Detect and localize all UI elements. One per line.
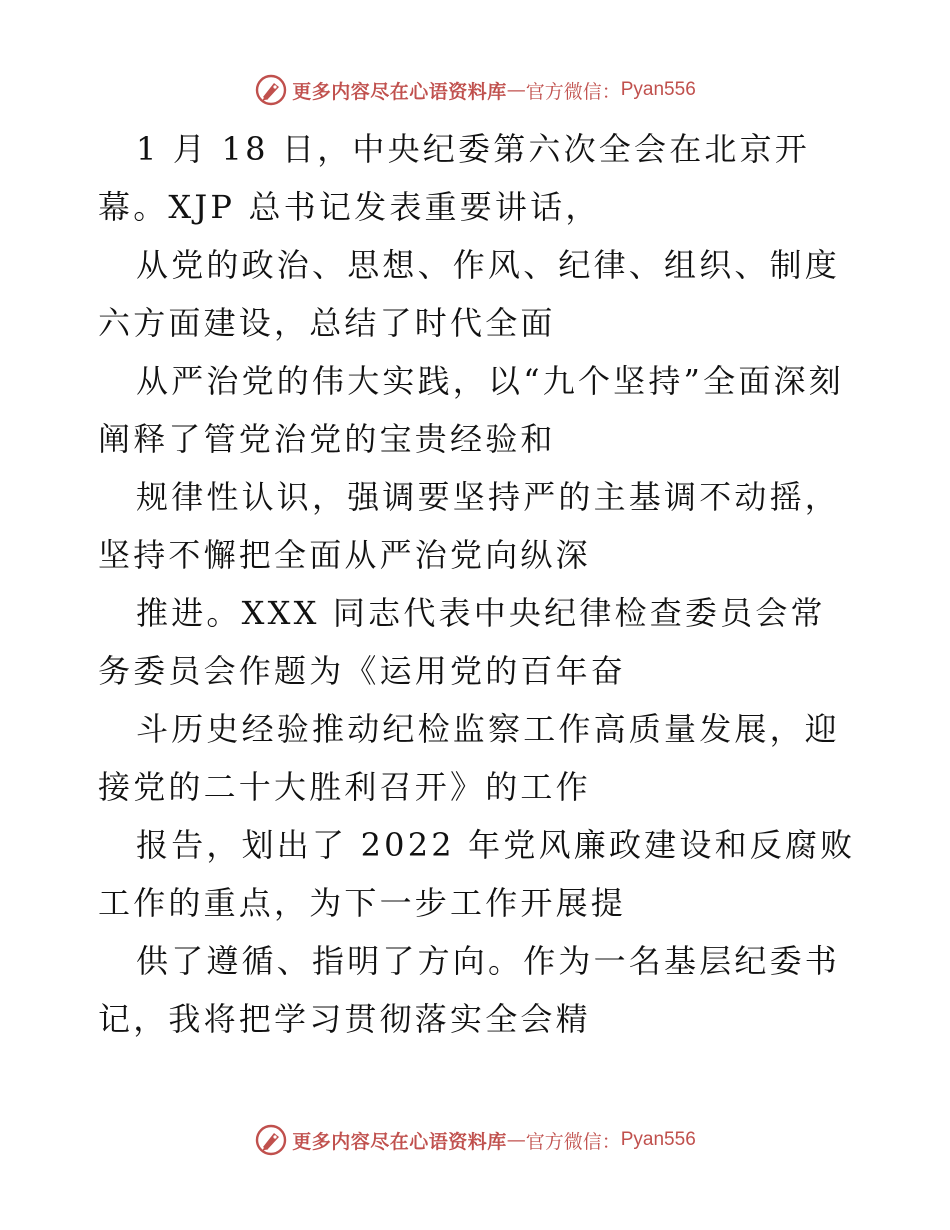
paragraph-1: 1 月 18 日，中央纪委第六次全会在北京开幕。XJP 总书记发表重要讲话，: [98, 130, 810, 226]
header-banner-wechat-id: Pyan556: [620, 79, 696, 100]
document-body: [98, 120, 858, 1048]
paragraph-2: 从党的政治、思想、作风、纪律、组织、制度六方面建设，总结了时代全面: [98, 246, 841, 342]
pen-nib-logo-icon: [254, 1123, 288, 1157]
footer-banner-separator: —: [506, 1129, 526, 1151]
paragraph-4: 规律性认识，强调要坚持严的主基调不动摇，坚持不懈把全面从严治党向纵深: [98, 478, 841, 574]
paragraph-7: 报告，划出了 2022 年党风廉政建设和反腐败工作的重点，为下一步工作开展提: [98, 826, 856, 922]
header-banner-separator: —: [506, 79, 526, 101]
footer-banner-wechat-id: Pyan556: [620, 1129, 696, 1150]
footer-banner-text: 更多内容尽在心语资料库: [292, 1130, 507, 1153]
footer-banner: [0, 1120, 950, 1160]
paragraph-6: 斗历史经验推动纪检监察工作高质量发展，迎接党的二十大胜利召开》的工作: [98, 710, 841, 806]
header-banner-text: 更多内容尽在心语资料库: [292, 80, 507, 103]
footer-banner-wechat-label: 官方微信：: [525, 1130, 621, 1153]
paragraph-8: 供了遵循、指明了方向。作为一名基层纪委书记，我将把学习贯彻落实全会精: [98, 942, 841, 1038]
header-banner: [0, 70, 950, 110]
header-banner-wechat-label: 官方微信：: [525, 80, 621, 103]
paragraph-5: 推进。XXX 同志代表中央纪律检查委员会常务委员会作题为《运用党的百年奋: [98, 594, 826, 690]
paragraph-3: 从严治党的伟大实践，以“九个坚持”全面深刻阐释了管党治党的宝贵经验和: [98, 362, 844, 458]
pen-nib-logo-icon: [254, 73, 288, 107]
